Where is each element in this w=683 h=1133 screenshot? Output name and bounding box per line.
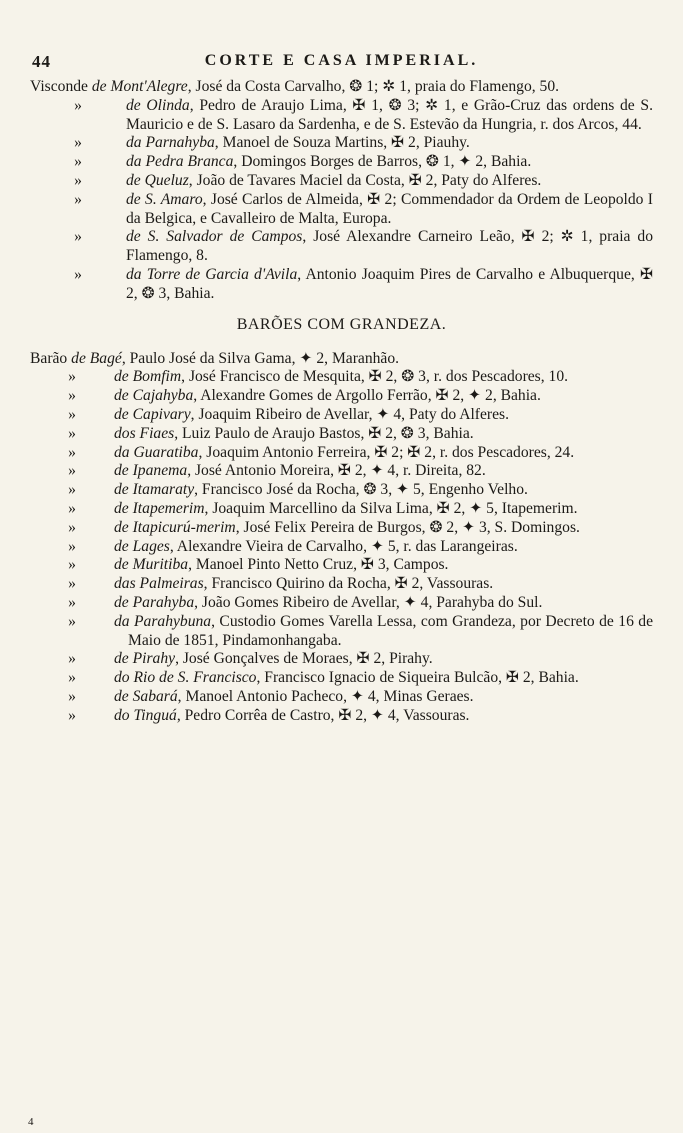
page-header xyxy=(30,52,653,78)
entry-text: , Luiz Paulo de Araujo Bastos, ✠ 2, ❂ 3, Bahia. xyxy=(174,424,474,442)
entry-text: , Paulo José da Silva Gama, ✦ 2, Maranhão. xyxy=(121,349,400,367)
entry-text: , João de Tavares Maciel da Costa, ✠ 2, Paty do Alferes. xyxy=(188,171,542,189)
entry-lead: » xyxy=(68,575,76,593)
entry-text: , Antonio Joaquim Pires de Carvalho e Albuquerque, ✠ 2, ❂ 3, Bahia. xyxy=(126,265,654,302)
entry xyxy=(30,594,653,613)
entry xyxy=(30,650,653,669)
entry-text: , Joaquim Ribeiro de Avellar, ✦ 4, Paty do Alferes. xyxy=(190,405,509,423)
entry-text: , Manoel Pinto Netto Cruz, ✠ 3, Campos. xyxy=(188,556,449,574)
entry-title: de Lages xyxy=(114,537,170,555)
entry-title: de S. Salvador de Campos xyxy=(126,228,303,246)
entry-title: de Ipanema xyxy=(114,462,188,480)
entry xyxy=(30,387,653,406)
entry-lead: » xyxy=(68,650,76,668)
entry-title: dos Fiaes xyxy=(114,424,175,442)
entry-lead: » xyxy=(68,462,76,480)
entry-title: de Pirahy xyxy=(114,650,176,668)
entry-text: , Manoel Antonio Pacheco, ✦ 4, Minas Geraes. xyxy=(177,687,474,705)
entry-title: de Muritiba xyxy=(114,556,189,574)
entry-lead: » xyxy=(74,153,82,171)
entry-text: , Pedro Corrêa de Castro, ✠ 2, ✦ 4, Vassouras. xyxy=(176,706,470,724)
entry-text: , Joaquim Antonio Ferreira, ✠ 2; ✠ 2, r. dos Pescadores, 24. xyxy=(198,443,575,461)
entry-lead: » xyxy=(68,556,76,574)
entry-lead: » xyxy=(68,405,76,423)
entry-text: , José da Costa Carvalho, ❂ 1; ✲ 1, praia do Flamengo, 50. xyxy=(187,78,560,95)
entry xyxy=(30,368,653,387)
entry xyxy=(30,228,653,266)
entry xyxy=(30,707,653,726)
entry-lead: » xyxy=(74,190,82,208)
entry-title: da Torre de Garcia d'Avila xyxy=(126,265,298,283)
entry-lead: » xyxy=(74,96,82,114)
entry-lead: » xyxy=(68,593,76,611)
entry xyxy=(30,78,653,97)
entry xyxy=(30,575,653,594)
entry xyxy=(30,134,653,153)
entry-lead: » xyxy=(68,706,76,724)
entry-lead: » xyxy=(74,265,82,283)
entry-text: , Pedro de Araujo Lima, ✠ 1, ❂ 3; ✲ 1, e Grão-Cruz das ordens de S. Mauricio e de S. Lasaro da Sardenha, e de S. Estevão da Hungria, r. dos Arcos, 44. xyxy=(126,96,653,133)
entry xyxy=(30,191,653,229)
entry-title: da Guaratiba xyxy=(114,443,199,461)
entry-lead: » xyxy=(68,368,76,386)
entry-lead: » xyxy=(68,387,76,405)
entry xyxy=(30,350,653,369)
entry xyxy=(30,481,653,500)
entry-title: de Cajahyba xyxy=(114,387,194,405)
entry-text: , Francisco José da Rocha, ❂ 3, ✦ 5, Engenho Velho. xyxy=(194,481,528,499)
entry xyxy=(30,444,653,463)
entry-title: de Parahyba xyxy=(114,593,195,611)
entry-lead: Visconde xyxy=(30,78,88,95)
entry-text: , José Gonçalves de Moraes, ✠ 2, Pirahy. xyxy=(175,650,433,668)
entry xyxy=(30,153,653,172)
entry-text: , José Alexandre Carneiro Leão, ✠ 2; ✲ 1, praia do Flamengo, 8. xyxy=(126,228,654,265)
entry-text: , Francisco Quirino da Rocha, ✠ 2, Vassouras. xyxy=(203,575,494,593)
entry-text: , José Francisco de Mesquita, ✠ 2, ❂ 3, r. dos Pescadores, 10. xyxy=(181,368,569,386)
section-heading: BARÕES COM GRANDEZA. xyxy=(236,315,447,333)
entry-lead: » xyxy=(68,687,76,705)
entry-title: de Queluz xyxy=(126,171,189,189)
entry-title: de Mont'Alegre xyxy=(91,78,188,95)
footer-mark: 4 xyxy=(28,1116,34,1128)
entry-text: , José Antonio Moreira, ✠ 2, ✦ 4, r. Direita, 82. xyxy=(187,462,486,480)
entry-lead: » xyxy=(68,537,76,555)
entry-title: da Parahybuna xyxy=(114,612,212,630)
entry xyxy=(30,556,653,575)
entry-title: de S. Amaro xyxy=(126,190,203,208)
entry xyxy=(30,613,653,651)
entry xyxy=(30,425,653,444)
entry xyxy=(30,538,653,557)
entry xyxy=(30,97,653,135)
entry-title: de Sabará xyxy=(114,687,178,705)
entry xyxy=(30,500,653,519)
entry xyxy=(30,406,653,425)
entry-lead: » xyxy=(68,669,76,687)
entry-text: , Custodio Gomes Varella Lessa, com Grandeza, por Decreto de 16 de Maio de 1851, Pindamonhangaba. xyxy=(128,612,653,649)
entry-title: de Itapicurú-merim xyxy=(114,518,236,536)
entry xyxy=(30,172,653,191)
entry-title: da Parnahyba xyxy=(126,134,215,152)
entry-text: , José Carlos de Almeida, ✠ 2; Commendador da Ordem de Leopoldo I da Belgica, e Cavalleiro de Malta, Europa. xyxy=(126,190,653,227)
entry-text: , Alexandre Vieira de Carvalho, ✦ 5, r. das Larangeiras. xyxy=(169,537,518,555)
entry-lead: » xyxy=(74,134,82,152)
entry-title: de Capivary xyxy=(114,405,191,423)
entry-title: do Rio de S. Francisco xyxy=(114,669,257,687)
running-title: CORTE E CASA IMPERIAL. xyxy=(204,52,479,69)
entry xyxy=(30,669,653,688)
entry-title: das Palmeiras xyxy=(114,575,204,593)
entry-lead: » xyxy=(68,518,76,536)
entry-lead: » xyxy=(74,228,82,246)
entry-lead: » xyxy=(74,171,82,189)
entry-title: de Bomfim xyxy=(114,368,182,386)
entry-lead: » xyxy=(68,481,76,499)
entry-lead: » xyxy=(68,443,76,461)
entry-lead: Barão xyxy=(30,349,68,367)
baroes-list xyxy=(30,350,653,726)
entry-lead: » xyxy=(68,499,76,517)
entry xyxy=(30,266,653,304)
entry-title: de Olinda xyxy=(126,96,190,114)
entry xyxy=(30,462,653,481)
entry-text: , José Felix Pereira de Burgos, ❂ 2, ✦ 3, S. Domingos. xyxy=(235,518,580,536)
entry-text: , Domingos Borges de Barros, ❂ 1, ✦ 2, Bahia. xyxy=(233,153,532,171)
entry-lead: » xyxy=(68,612,76,630)
entry-title: de Itapemerim xyxy=(114,499,205,517)
page-number: 44 xyxy=(32,52,51,71)
entry-title: do Tinguá xyxy=(114,706,177,724)
entry-text: , Joaquim Marcellino da Silva Lima, ✠ 2, ✦ 5, Itapemerim. xyxy=(204,499,578,517)
entry xyxy=(30,688,653,707)
entry-title: de Itamaraty xyxy=(114,481,195,499)
entry-title: da Pedra Branca xyxy=(126,153,234,171)
viscondes-list xyxy=(30,78,653,304)
entry-title: de Bagé xyxy=(71,349,122,367)
entry-text: , João Gomes Ribeiro de Avellar, ✦ 4, Parahyba do Sul. xyxy=(194,593,543,611)
entry-text: , Francisco Ignacio de Siqueira Bulcão, ✠ 2, Bahia. xyxy=(256,669,579,687)
entry-lead: » xyxy=(68,424,76,442)
entry xyxy=(30,519,653,538)
entry-text: , Manoel de Souza Martins, ✠ 2, Piauhy. xyxy=(214,134,470,152)
entry-text: , Alexandre Gomes de Argollo Ferrão, ✠ 2, ✦ 2, Bahia. xyxy=(193,387,541,405)
